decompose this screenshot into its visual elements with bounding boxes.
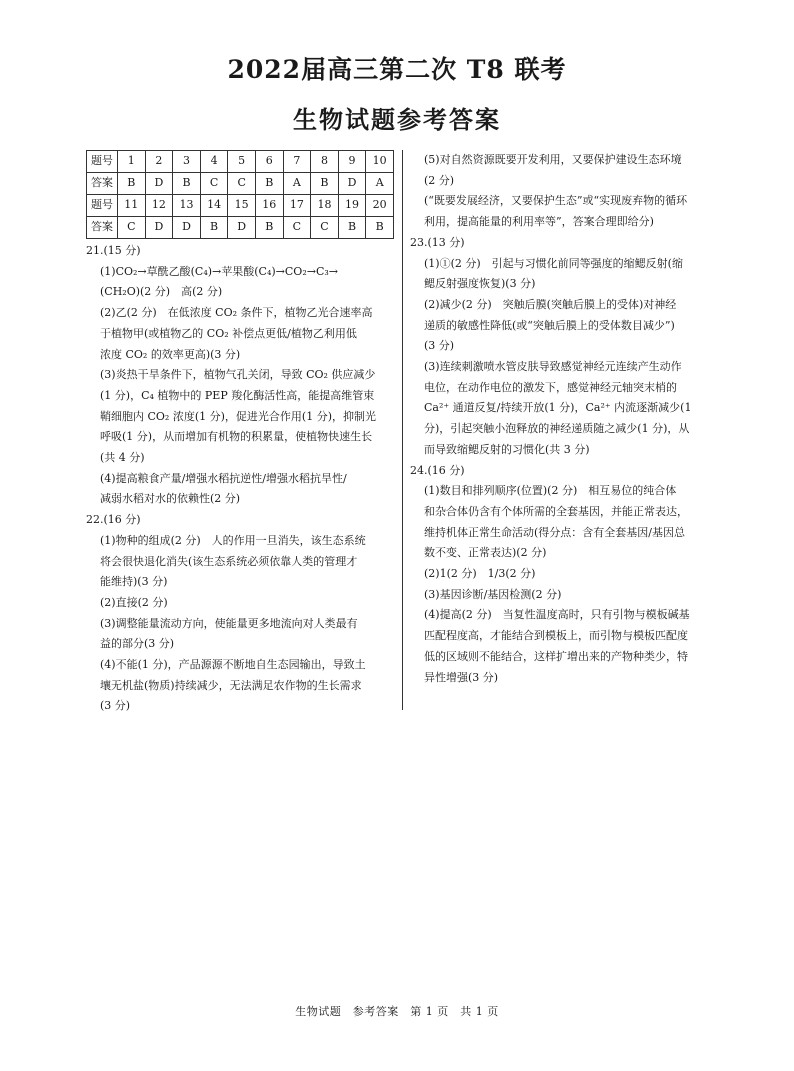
answer-table-cell: 17 bbox=[283, 195, 311, 217]
answer-line: 能维持)(3 分) bbox=[100, 575, 168, 589]
question-heading: 23.(13 分) bbox=[410, 235, 465, 249]
answer-table-cell: 15 bbox=[228, 195, 256, 217]
answer-table-cell: 9 bbox=[338, 151, 366, 173]
answer-line: 减弱水稻对水的依赖性(2 分) bbox=[100, 492, 241, 506]
answer-line: (CH₂O)(2 分) 高(2 分) bbox=[100, 285, 223, 299]
answer-table-cell: 20 bbox=[366, 195, 394, 217]
answer-line: 鳃反射强度恢复)(3 分) bbox=[424, 277, 536, 291]
answer-line: 而导致缩鳃反射的习惯化(共 3 分) bbox=[424, 442, 590, 456]
answer-table-cell: C bbox=[228, 173, 256, 195]
answer-table-cell: 3 bbox=[173, 151, 201, 173]
answer-line: 浓度 CO₂ 的效率更高)(3 分) bbox=[100, 347, 241, 361]
answer-line: 匹配程度高，才能结合到模板上，而引物与模板匹配度 bbox=[424, 629, 688, 643]
answer-table-cell: B bbox=[311, 173, 339, 195]
answer-line: 递质的敏感性降低(或“突触后膜上的受体数目减少”) bbox=[424, 318, 675, 332]
answer-table-cell: 6 bbox=[255, 151, 283, 173]
answer-table-cell: D bbox=[228, 217, 256, 239]
answer-table-row-label: 答案 bbox=[87, 173, 118, 195]
answer-table-cell: C bbox=[118, 217, 146, 239]
answer-table-cell: 2 bbox=[145, 151, 173, 173]
answer-table-cell: B bbox=[200, 217, 228, 239]
left-column bbox=[86, 150, 396, 717]
answer-table-cell: A bbox=[366, 173, 394, 195]
answer-line: (4)不能(1 分)，产品源源不断地自生态园输出，导致土 bbox=[100, 658, 366, 672]
answer-table-cell: D bbox=[173, 217, 201, 239]
answer-line: (1 分)，C₄ 植物中的 PEP 羧化酶活性高，能提高维管束 bbox=[100, 388, 375, 402]
page-footer: 生物试题 参考答案 第 1 页 共 1 页 bbox=[295, 1005, 499, 1018]
answer-table-cell: C bbox=[311, 217, 339, 239]
answer-table-cell: 5 bbox=[228, 151, 256, 173]
answer-line: (3)基因诊断/基因检测(2 分) bbox=[424, 587, 562, 601]
answer-table-cell: 8 bbox=[311, 151, 339, 173]
answer-table bbox=[86, 150, 394, 239]
right-column bbox=[410, 150, 720, 688]
document-title: 2022届高三第二次 T8 联考 bbox=[227, 55, 567, 84]
answer-table-cell: A bbox=[283, 173, 311, 195]
left-answers bbox=[86, 241, 396, 717]
answer-table-cell: 13 bbox=[173, 195, 201, 217]
answer-table-cell: D bbox=[145, 217, 173, 239]
answer-line: 壤无机盐(物质)持续减少，无法满足农作物的生长需求 bbox=[100, 678, 362, 692]
answer-table-cell: C bbox=[200, 173, 228, 195]
answer-table-cell: B bbox=[366, 217, 394, 239]
answer-table-row-label: 题号 bbox=[87, 151, 118, 173]
answer-table-cell: B bbox=[255, 173, 283, 195]
answer-line: (3 分) bbox=[100, 699, 131, 713]
answer-table-cell: 16 bbox=[255, 195, 283, 217]
right-answers bbox=[410, 150, 720, 688]
answer-table-cell: 11 bbox=[118, 195, 146, 217]
question-heading: 22.(16 分) bbox=[86, 513, 141, 527]
document-subtitle: 生物试题参考答案 bbox=[293, 106, 501, 134]
answer-table-cell: 10 bbox=[366, 151, 394, 173]
answer-line: 电位，在动作电位的激发下，感觉神经元轴突末梢的 bbox=[424, 380, 677, 394]
answer-table-row-label: 题号 bbox=[87, 195, 118, 217]
answer-line: (3)调整能量流动方向，使能量更多地流向对人类最有 bbox=[100, 616, 358, 630]
answer-line: (共 4 分) bbox=[100, 451, 145, 465]
answer-line: (2 分) bbox=[424, 173, 455, 187]
answer-line: (2)减少(2 分) 突触后膜(突触后膜上的受体)对神经 bbox=[424, 297, 677, 311]
answer-table-row-label: 答案 bbox=[87, 217, 118, 239]
answer-table-row bbox=[87, 217, 394, 239]
answer-table-cell: 7 bbox=[283, 151, 311, 173]
answer-line: (3 分) bbox=[424, 339, 455, 353]
answer-table-cell: B bbox=[173, 173, 201, 195]
answer-line: Ca²⁺ 通道反复/持续开放(1 分)，Ca²⁺ 内流逐渐减少(1 bbox=[424, 401, 692, 415]
answer-line: 鞘细胞内 CO₂ 浓度(1 分)，促进光合作用(1 分)，抑制光 bbox=[100, 409, 376, 423]
answer-table-cell: 14 bbox=[200, 195, 228, 217]
answer-table-cell: B bbox=[118, 173, 146, 195]
answer-table-cell: 19 bbox=[338, 195, 366, 217]
answer-line: (4)提高(2 分) 当复性温度高时，只有引物与模板碱基 bbox=[424, 608, 690, 622]
answer-line: 呼吸(1 分)，从而增加有机物的积累量，使植物快速生长 bbox=[100, 430, 373, 444]
answer-line: 低的区域则不能结合，这样扩增出来的产物种类少，特 bbox=[424, 649, 688, 663]
answer-line: (3)连续刺激喷水管皮肤导致感觉神经元连续产生动作 bbox=[424, 360, 682, 374]
answer-line: (“既要发展经济，又要保护生态”或“实现废弃物的循环 bbox=[424, 194, 688, 208]
answer-line: (1)①(2 分) 引起与习惯化前同等强度的缩鳃反射(缩 bbox=[424, 256, 683, 270]
answer-line: 数不变、正常表达)(2 分) bbox=[424, 546, 547, 560]
answer-line: (2)1(2 分) 1/3(2 分) bbox=[424, 567, 536, 581]
answer-line: 于植物甲(或植物乙的 CO₂ 补偿点更低/植物乙利用低 bbox=[100, 326, 357, 340]
answer-table-cell: 18 bbox=[311, 195, 339, 217]
answer-line: (3)炎热干旱条件下，植物气孔关闭，导致 CO₂ 供应减少 bbox=[100, 368, 376, 382]
answer-table-cell: C bbox=[283, 217, 311, 239]
answer-table-row bbox=[87, 173, 394, 195]
answer-line: 和杂合体仍含有个体所需的全套基因，并能正常表达， bbox=[424, 504, 688, 518]
answer-line: 维持机体正常生命活动(得分点：含有全套基因/基因总 bbox=[424, 525, 685, 539]
answer-line: (4)提高粮食产量/增强水稻抗逆性/增强水稻抗旱性/ bbox=[100, 471, 347, 485]
answer-line: 益的部分(3 分) bbox=[100, 637, 175, 651]
answer-line: (1)物种的组成(2 分) 人的作用一旦消失，该生态系统 bbox=[100, 533, 366, 547]
answer-table-cell: 1 bbox=[118, 151, 146, 173]
answer-line: 分)，引起突触小泡释放的神经递质随之减少(1 分)，从 bbox=[424, 422, 690, 436]
answer-table-row bbox=[87, 151, 394, 173]
answer-table-cell: D bbox=[145, 173, 173, 195]
question-heading: 21.(15 分) bbox=[86, 244, 141, 257]
answer-line: (1)CO₂→草酰乙酸(C₄)→苹果酸(C₄)→CO₂→C₃→ bbox=[100, 264, 338, 278]
answer-table-cell: B bbox=[338, 217, 366, 239]
answer-line: 利用，提高能量的利用率等”，答案合理即给分) bbox=[424, 215, 654, 229]
question-heading: 24.(16 分) bbox=[410, 463, 465, 477]
answer-table-cell: 4 bbox=[200, 151, 228, 173]
column-divider bbox=[402, 150, 403, 710]
answer-line: (1)数目和排列顺序(位置)(2 分) 相互易位的纯合体 bbox=[424, 484, 677, 498]
answer-table-cell: B bbox=[255, 217, 283, 239]
answer-line: (2)直接(2 分) bbox=[100, 595, 168, 609]
answer-line: (5)对自然资源既要开发利用，又要保护建设生态环境 bbox=[424, 153, 682, 166]
answer-table-row bbox=[87, 195, 394, 217]
answer-line: 将会很快退化消失(该生态系统必须依靠人类的管理才 bbox=[100, 554, 358, 568]
answer-line: (2)乙(2 分) 在低浓度 CO₂ 条件下，植物乙光合速率高 bbox=[100, 306, 373, 320]
answer-table-cell: 12 bbox=[145, 195, 173, 217]
answer-line: 异性增强(3 分) bbox=[424, 670, 499, 684]
answer-table-cell: D bbox=[338, 173, 366, 195]
